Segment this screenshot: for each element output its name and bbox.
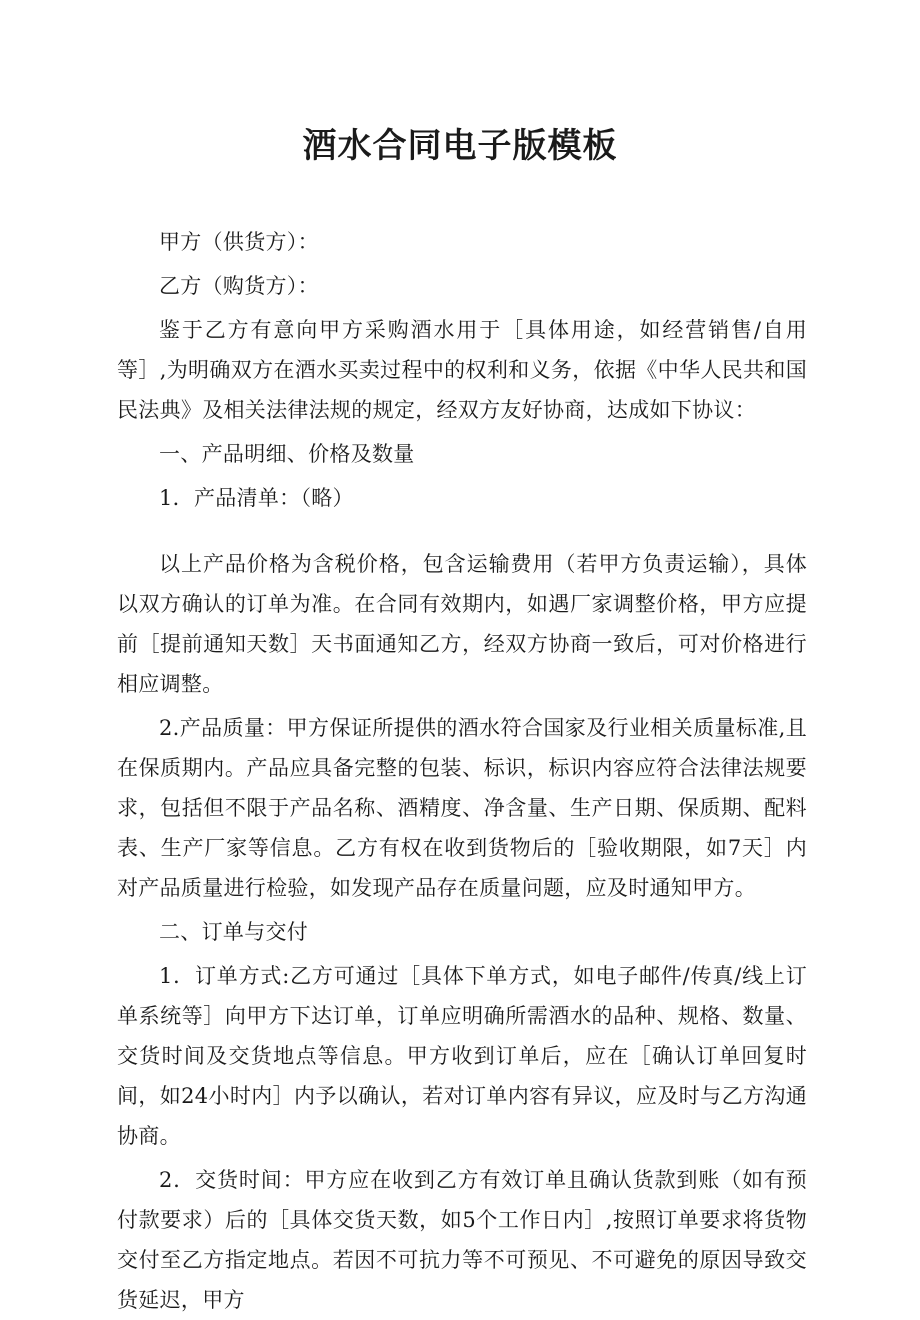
preamble-paragraph: 鉴于乙方有意向甲方采购酒水用于［具体用途，如经营销售/自用等］,为明确双方在酒水买卖过程中的权利和义务，依据《中华人民共和国民法典》及相关法律法规的规定，经双方友好协商，达成如下协议：: [117, 318, 807, 422]
section-heading-2: 二、订单与交付: [159, 920, 309, 944]
clause-price-paragraph: 以上产品价格为含税价格，包含运输费用（若甲方负责运输），具体以双方确认的订单为准。在合同有效期内，如遇厂家调整价格，甲方应提前［提前通知天数］天书面通知乙方，经双方协商一致后，可对价格进行相应调整。: [117, 552, 807, 696]
clause-order-method: 1．订单方式:乙方可通过［具体下单方式，如电子邮件/传真/线上订单系统等］向甲方下达订单，订单应明确所需酒水的品种、规格、数量、交货时间及交货地点等信息。甲方收到订单后，应在［确认订单回复时间，如24小时内］内予以确认，若对订单内容有异议，应及时与乙方沟通协商。: [117, 964, 807, 1148]
section-heading-1: 一、产品明细、价格及数量: [159, 442, 415, 466]
clause-product-quality: 2.产品质量：甲方保证所提供的酒水符合国家及行业相关质量标准,且在保质期内。产品应具备完整的包装、标识，标识内容应符合法律法规要求，包括但不限于产品名称、酒精度、净含量、生产日期、保质期、配料表、生产厂家等信息。乙方有权在收到货物后的［验收期限，如7天］内对产品质量进行检验，如发现产品存在质量问题，应及时通知甲方。: [117, 716, 807, 900]
clause-product-list: 1．产品清单：（略）: [159, 486, 354, 510]
party-b-line: 乙方（购货方）：: [159, 274, 319, 298]
document-body: [117, 218, 807, 1320]
document-title: 酒水合同电子版模板: [302, 126, 618, 166]
party-a-line: 甲方（供货方）：: [159, 230, 319, 254]
clause-delivery-time: 2．交货时间：甲方应在收到乙方有效订单且确认货款到账（如有预付款要求）后的［具体交货天数，如5个工作日内］,按照订单要求将货物交付至乙方指定地点。若因不可抗力等不可预见、不可避免的原因导致交货延迟，甲方: [117, 1168, 807, 1312]
